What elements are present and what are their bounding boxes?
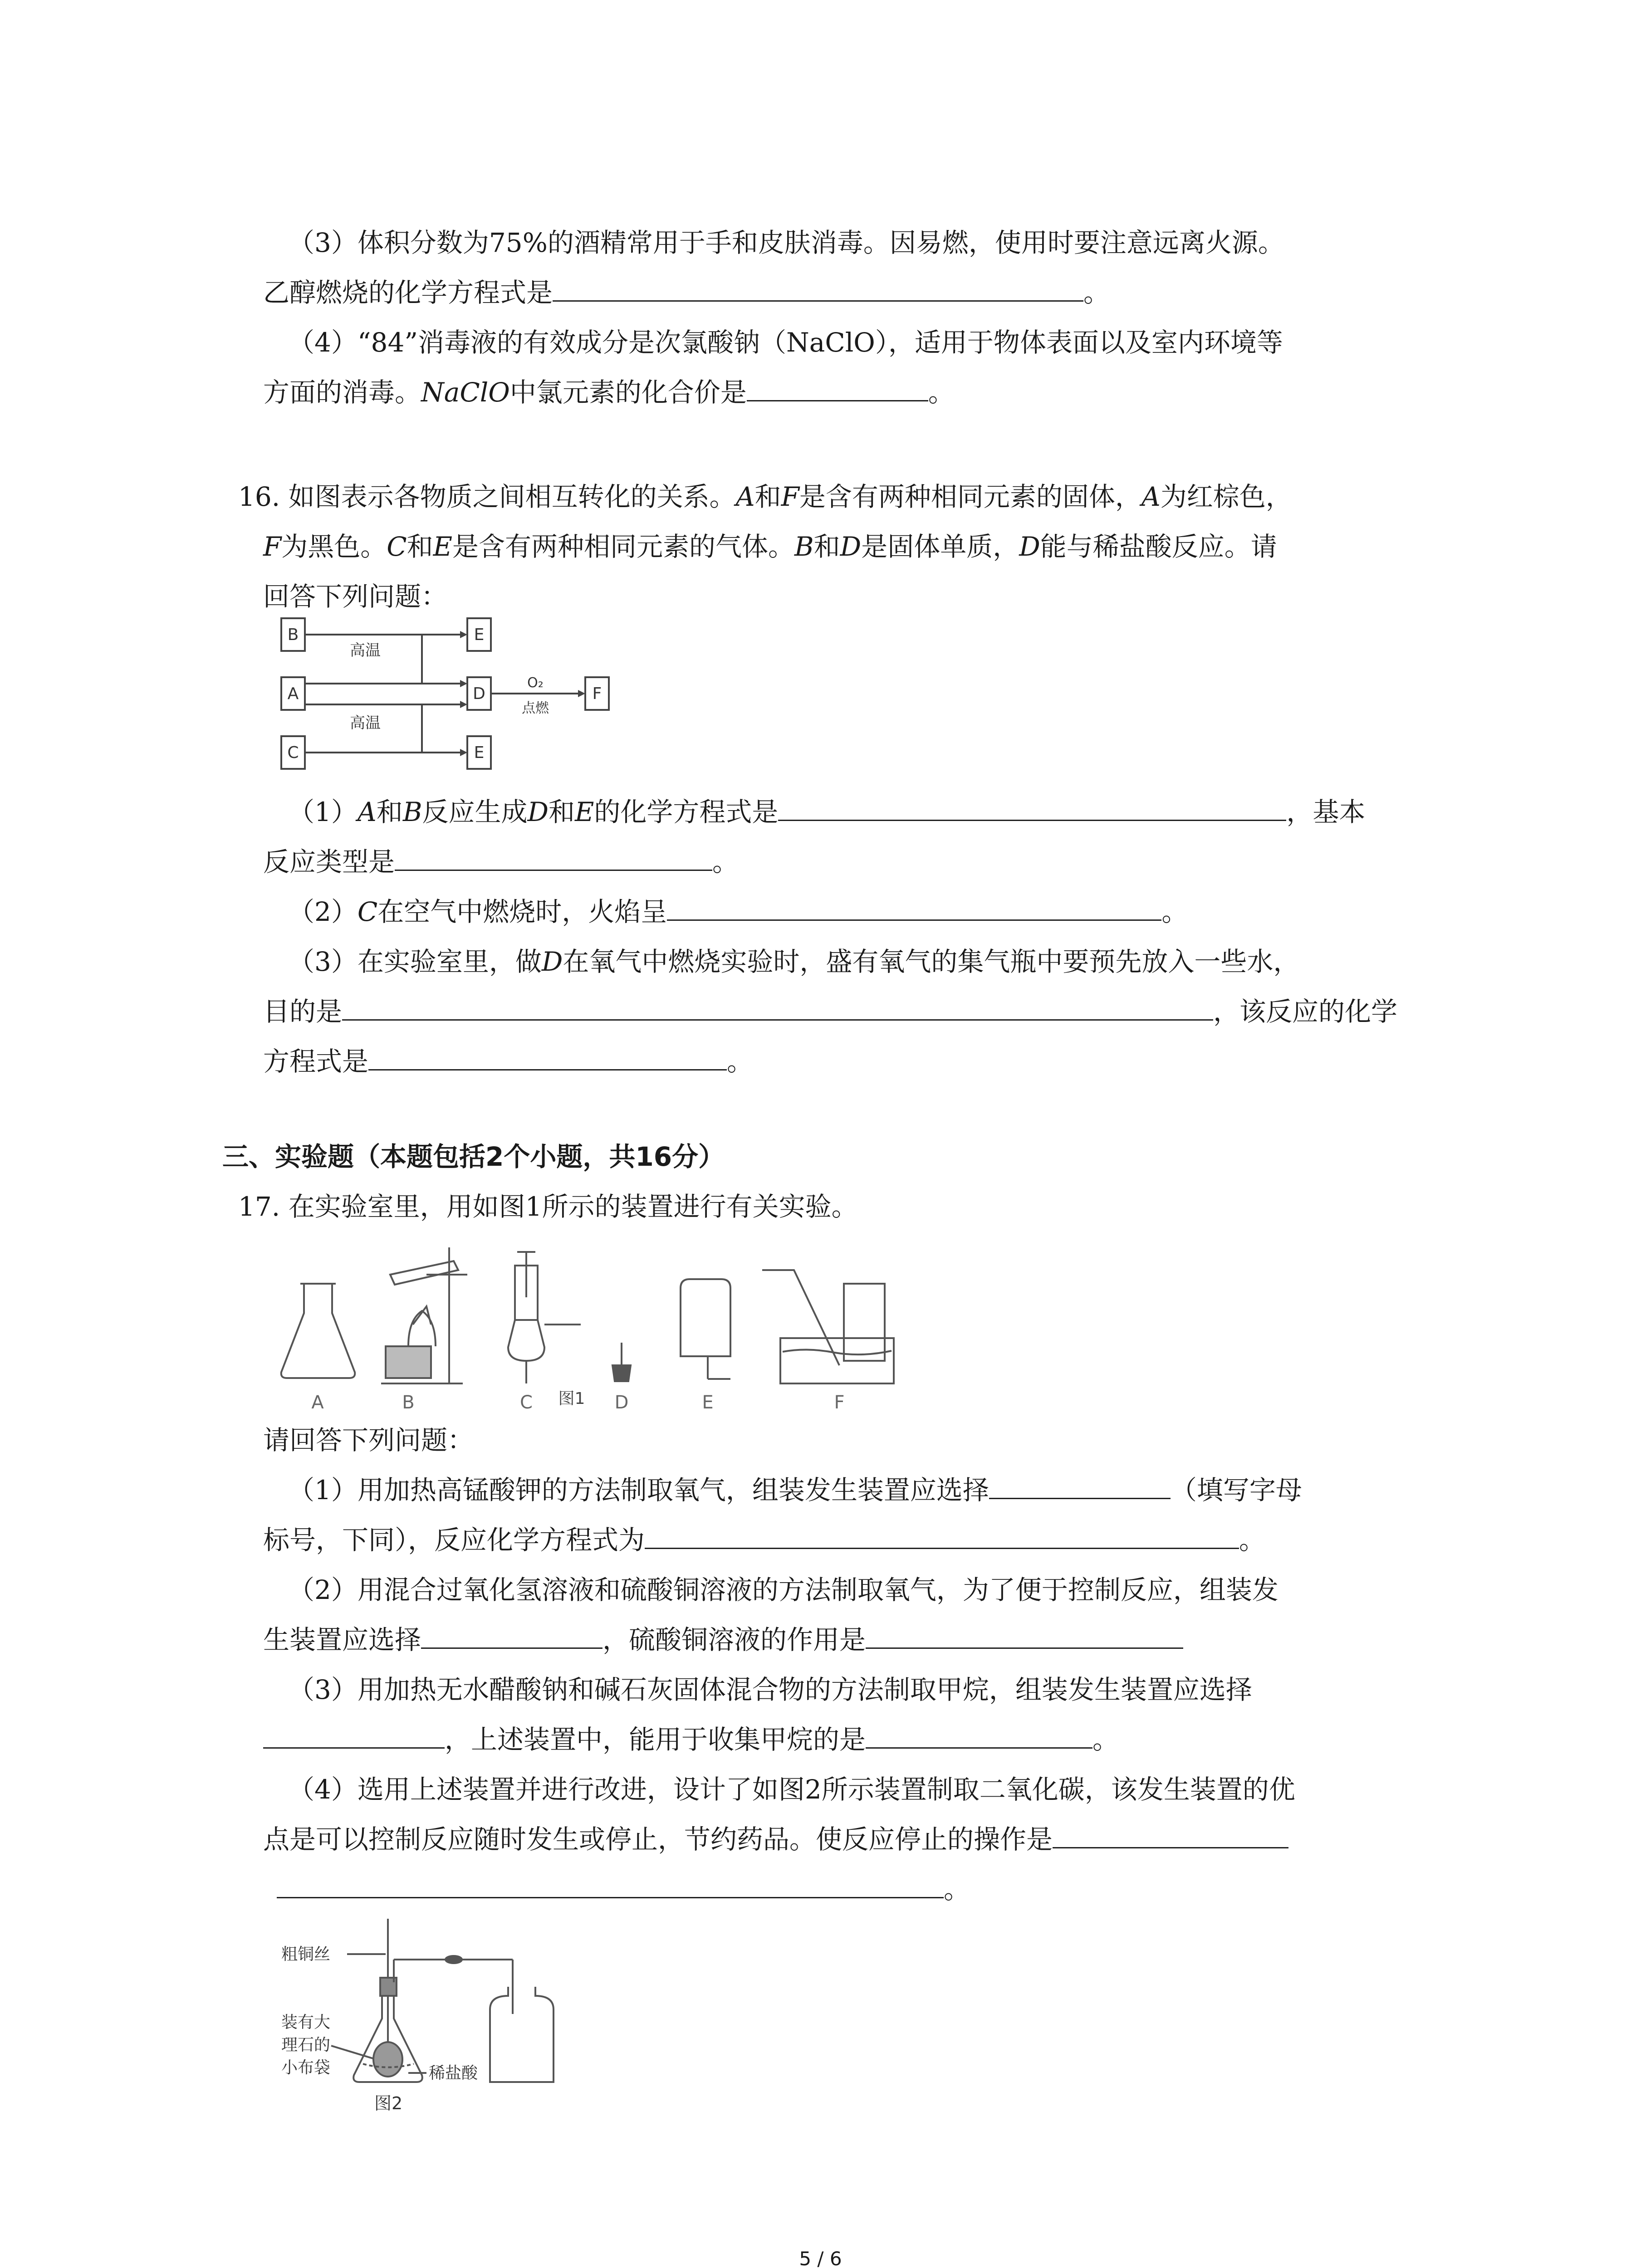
text: ，硫酸铜溶液的作用是: [603, 1624, 866, 1655]
text: 请回答下列问题：: [263, 1425, 474, 1456]
text: 目的是: [263, 996, 343, 1027]
answer-blank[interactable]: [667, 892, 1161, 921]
answer-blank[interactable]: [866, 1720, 1092, 1749]
q17-part4-line3: [277, 1864, 1502, 1914]
apparatus-figure1-svg: [272, 1234, 898, 1415]
var: F: [263, 531, 282, 562]
punct: 。: [1161, 896, 1188, 927]
text: 是固体单质，: [861, 531, 1019, 562]
q16-stem-text: 16. 如图表示各物质之间相互转化的关系。: [238, 481, 736, 512]
var: A: [357, 797, 377, 827]
answer-blank[interactable]: [421, 1620, 603, 1649]
q16-part3-line2: [263, 987, 1533, 1036]
var: A: [735, 481, 755, 512]
q15-part4-line2: [263, 367, 1488, 417]
section-title-text: 三、实验题（本题包括2个小题，共16分）: [222, 1141, 725, 1172]
apparatus-a-flask: [281, 1284, 355, 1378]
label-e-top: E: [474, 626, 485, 644]
text: 为黑色。: [281, 531, 387, 562]
answer-blank[interactable]: [866, 1620, 1183, 1649]
text: （3）用加热无水醋酸钠和碱石灰固体混合物的方法制取甲烷，组装发生装置应选择: [288, 1674, 1252, 1705]
punct: 。: [712, 846, 739, 877]
text: （2）: [288, 896, 358, 927]
answer-blank[interactable]: [368, 1042, 727, 1070]
cond-ignite: 点燃: [522, 700, 549, 716]
text: 反应生成: [422, 797, 528, 827]
q17-figure2: [272, 1914, 590, 2132]
text: 方程式是: [263, 1046, 369, 1077]
punct: 。: [1092, 1724, 1119, 1755]
var: F: [781, 481, 799, 512]
punct: 。: [1239, 1525, 1266, 1555]
var: D: [527, 797, 549, 827]
fig1-label-f: F: [834, 1392, 845, 1413]
text: 为红棕色，: [1160, 481, 1292, 512]
answer-blank[interactable]: [645, 1520, 1239, 1549]
text: ，该反应的化学: [1213, 996, 1398, 1027]
q17-part1-line1: [288, 1465, 1513, 1515]
q17-part2-line2: [263, 1615, 1488, 1665]
answer-blank[interactable]: [989, 1471, 1171, 1499]
text: 反应类型是: [263, 846, 395, 877]
q17-stem: [238, 1182, 1463, 1232]
fig2-label-bag-1: 装有大: [281, 2013, 331, 2032]
q15-part4-text-a: 方面的消毒。: [263, 377, 421, 408]
fig1-label-c: C: [520, 1392, 533, 1413]
fig1-caption: 图1: [558, 1389, 585, 1408]
var: A: [1141, 481, 1161, 512]
reagent-o2: O₂: [527, 675, 544, 691]
q16-part2-line: [288, 887, 1513, 937]
q17-prompt: [263, 1415, 808, 1465]
answer-blank[interactable]: [747, 373, 928, 401]
text: （3）在实验室里，做: [288, 946, 542, 977]
q17-part4-line1: [288, 1765, 1513, 1814]
q15-part3-line2: [263, 268, 1488, 318]
q16-part3-line3: [263, 1036, 1488, 1086]
text: 是含有两种相同元素的固体，: [799, 481, 1141, 512]
answer-blank[interactable]: [1053, 1820, 1288, 1848]
q17-part4-line2: [263, 1814, 1533, 1864]
fig1-label-b: B: [402, 1392, 415, 1413]
q16-part1-line2: [263, 837, 1488, 887]
q15-part3-text: （3）体积分数为75%的酒精常用于手和皮肤消毒。因易燃，使用时要注意远离火源。: [288, 227, 1284, 258]
cond-top: 高温: [350, 641, 381, 660]
text: （2）用混合过氧化氢溶液和硫酸铜溶液的方法制取氧气，为了便于控制反应，组装发: [288, 1574, 1279, 1605]
q16-part3-line1: [288, 937, 1513, 987]
page-number: 5 / 6: [799, 2248, 842, 2268]
text: （填写字母: [1170, 1475, 1302, 1505]
punct: 。: [727, 1046, 754, 1077]
answer-blank[interactable]: [778, 792, 1286, 821]
text: 在氧气中燃烧实验时，盛有氧气的集气瓶中要预先放入一些水，: [563, 946, 1300, 977]
reaction-diagram-svg: [272, 610, 635, 782]
label-b: B: [287, 626, 299, 644]
q16-stem-line1: [238, 472, 1509, 522]
var: E: [433, 531, 453, 562]
q17-part2-line1: [288, 1565, 1513, 1615]
text: （4）选用上述装置并进行改进，设计了如图2所示装置制取二氧化碳，该发生装置的优: [288, 1774, 1295, 1805]
var: D: [541, 946, 563, 977]
text: 标号，下同），反应化学方程式为: [263, 1525, 645, 1555]
text: 和: [376, 797, 403, 827]
q15-part3-line1: [288, 218, 1513, 268]
answer-blank[interactable]: [342, 992, 1213, 1021]
fig1-label-e: E: [702, 1392, 714, 1413]
q16-reaction-diagram: [272, 610, 635, 782]
var: C: [357, 896, 378, 927]
text: 在空气中燃烧时，火焰呈: [377, 896, 667, 927]
text: （1）用加热高锰酸钾的方法制取氧气，组装发生装置应选择: [288, 1475, 989, 1505]
q17-part1-line2: [263, 1515, 1488, 1565]
fig1-label-d: D: [614, 1392, 629, 1413]
label-f: F: [592, 684, 602, 703]
var: B: [794, 531, 814, 562]
q16-part1-line1: [288, 787, 1513, 837]
fig2-label-bag-2: 理石的: [281, 2036, 331, 2054]
label-d: D: [473, 684, 485, 703]
fig2-label-bag-3: 小布袋: [281, 2058, 331, 2077]
var: D: [1019, 531, 1040, 562]
q17-figure1: [272, 1234, 898, 1415]
apparatus-figure2-svg: [272, 1914, 590, 2132]
answer-blank[interactable]: [395, 842, 712, 871]
var: B: [402, 797, 422, 827]
var: C: [387, 531, 407, 562]
q16-stem-line2: [263, 522, 1533, 572]
text: 和: [813, 531, 840, 562]
text: 的化学方程式是: [594, 797, 779, 827]
text: ，基本: [1286, 797, 1366, 827]
text: 生装置应选择: [263, 1624, 421, 1655]
fig2-label-acid: 稀盐酸: [429, 2064, 478, 2082]
text: 能与稀盐酸反应。请: [1040, 531, 1277, 562]
text: ，上述装置中，能用于收集甲烷的是: [445, 1724, 866, 1755]
q17-part3-line1: [288, 1665, 1513, 1715]
fig2-caption: 图2: [374, 2093, 403, 2113]
label-e-bottom: E: [474, 743, 485, 762]
var: D: [840, 531, 862, 562]
text: 是含有两种相同元素的气体。: [452, 531, 795, 562]
answer-blank[interactable]: [553, 273, 1083, 302]
q15-part3-text-a: 乙醇燃烧的化学方程式是: [263, 277, 553, 308]
fig2-label-wire: 粗铜丝: [281, 1945, 331, 1964]
var: E: [574, 797, 594, 827]
formula-naclo: NaClO: [421, 377, 510, 408]
text: 和: [407, 531, 433, 562]
punct: 。: [928, 377, 955, 408]
punct: 。: [1083, 277, 1110, 308]
punct: 。: [944, 1874, 970, 1905]
label-c: C: [287, 743, 299, 762]
answer-blank[interactable]: [263, 1720, 445, 1749]
answer-blank[interactable]: [277, 1870, 944, 1898]
text: （1）: [288, 797, 358, 827]
fig1-label-a: A: [311, 1392, 324, 1413]
text: 和: [754, 481, 781, 512]
q15-part4-line1: [288, 318, 1513, 367]
cond-bottom: 高温: [350, 714, 381, 732]
q17-part3-line2: [263, 1715, 1488, 1765]
label-a: A: [287, 684, 299, 703]
q17-stem-text: 17. 在实验室里，用如图1所示的装置进行有关实验。: [238, 1191, 858, 1222]
text: 点是可以控制反应随时发生或停止，节约药品。使反应停止的操作是: [263, 1824, 1053, 1855]
q16-stem-text: 回答下列问题：: [263, 581, 448, 612]
text: 和: [548, 797, 575, 827]
q15-part4-text: （4）“84”消毒液的有效成分是次氯酸钠（NaClO），适用于物体表面以及室内环境等: [288, 327, 1283, 358]
q15-part4-text-b: 中氯元素的化合价是: [509, 377, 747, 408]
section3-title: [222, 1132, 1130, 1182]
